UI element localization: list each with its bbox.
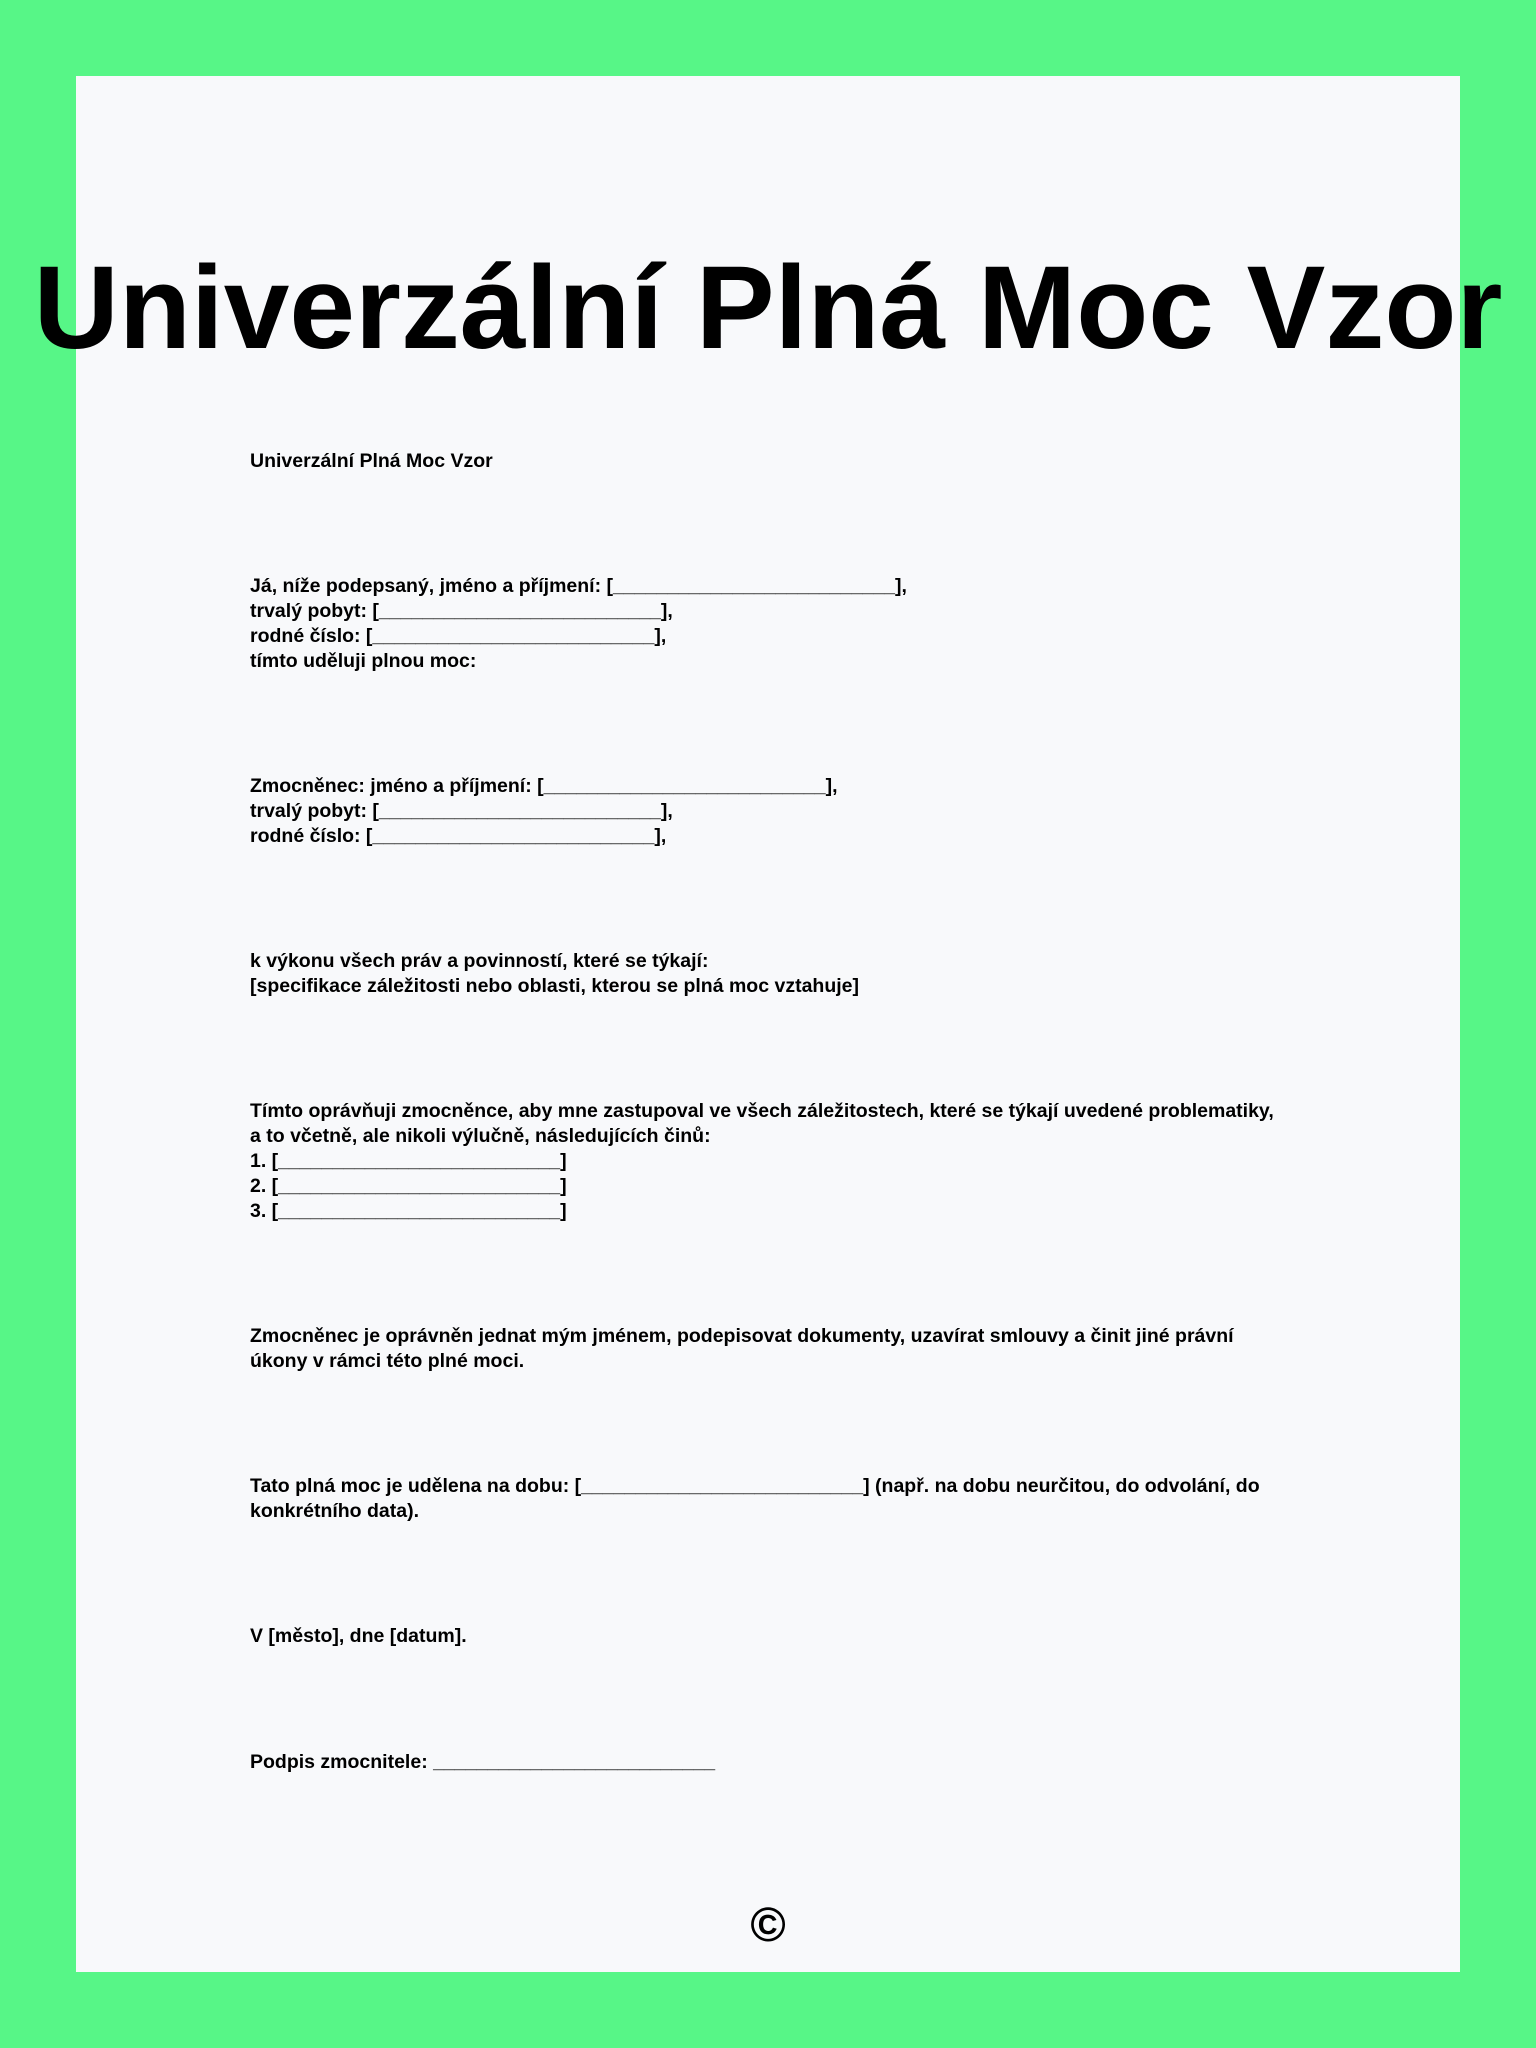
principal-grant-line: tímto uděluji plnou moc: (250, 650, 477, 672)
authorization-text: Tímto oprávňuji zmocněnce, aby mne zastupoval ve všech záležitostech, které se týkají uvedené problematiky, a to včetně, ale nikoli výlučně, následujících činů: (250, 1100, 1280, 1147)
scope-line: k výkonu všech práv a povinností, které se týkají: (250, 950, 709, 972)
place-date-line: V [město], dne [datum]. (250, 1625, 467, 1647)
authorization-item-1: 1. [__________________________] (250, 1150, 567, 1172)
signature-line: Podpis zmocnitele: __________________________ (250, 1751, 716, 1773)
principal-name-line: Já, níže podepsaný, jméno a příjmení: [__________________________], (250, 575, 907, 597)
copyright-symbol: © (750, 1899, 786, 1952)
scope-section (250, 949, 1280, 999)
authorization-item-3: 3. [__________________________] (250, 1200, 567, 1222)
agent-name-line: Zmocněnec: jméno a příjmení: [__________________________], (250, 775, 838, 797)
agent-section (250, 774, 1280, 849)
authorization-section (250, 1099, 1280, 1224)
duration-paragraph: Tato plná moc je udělena na dobu: [__________________________] (např. na dobu neurčitou, do odvolání, do konkrétního data). (250, 1475, 1260, 1522)
document-title: Univerzální Plná Moc Vzor (33, 242, 1503, 374)
agent-id-line: rodné číslo: [__________________________], (250, 825, 667, 847)
principal-section (250, 574, 1280, 674)
scope-spec-line: [specifikace záležitosti nebo oblasti, kterou se plná moc vztahuje] (250, 975, 859, 997)
authorization-item-2: 2. [__________________________] (250, 1175, 567, 1197)
agent-address-line: trvalý pobyt: [__________________________], (250, 800, 673, 822)
principal-address-line: trvalý pobyt: [__________________________], (250, 600, 673, 622)
powers-paragraph: Zmocněnec je oprávněn jednat mým jménem, podepisovat dokumenty, uzavírat smlouvy a činit jiné právní úkony v rámci této plné moci. (250, 1325, 1234, 1372)
document-subtitle: Univerzální Plná Moc Vzor (250, 450, 493, 472)
principal-id-line: rodné číslo: [__________________________], (250, 625, 667, 647)
